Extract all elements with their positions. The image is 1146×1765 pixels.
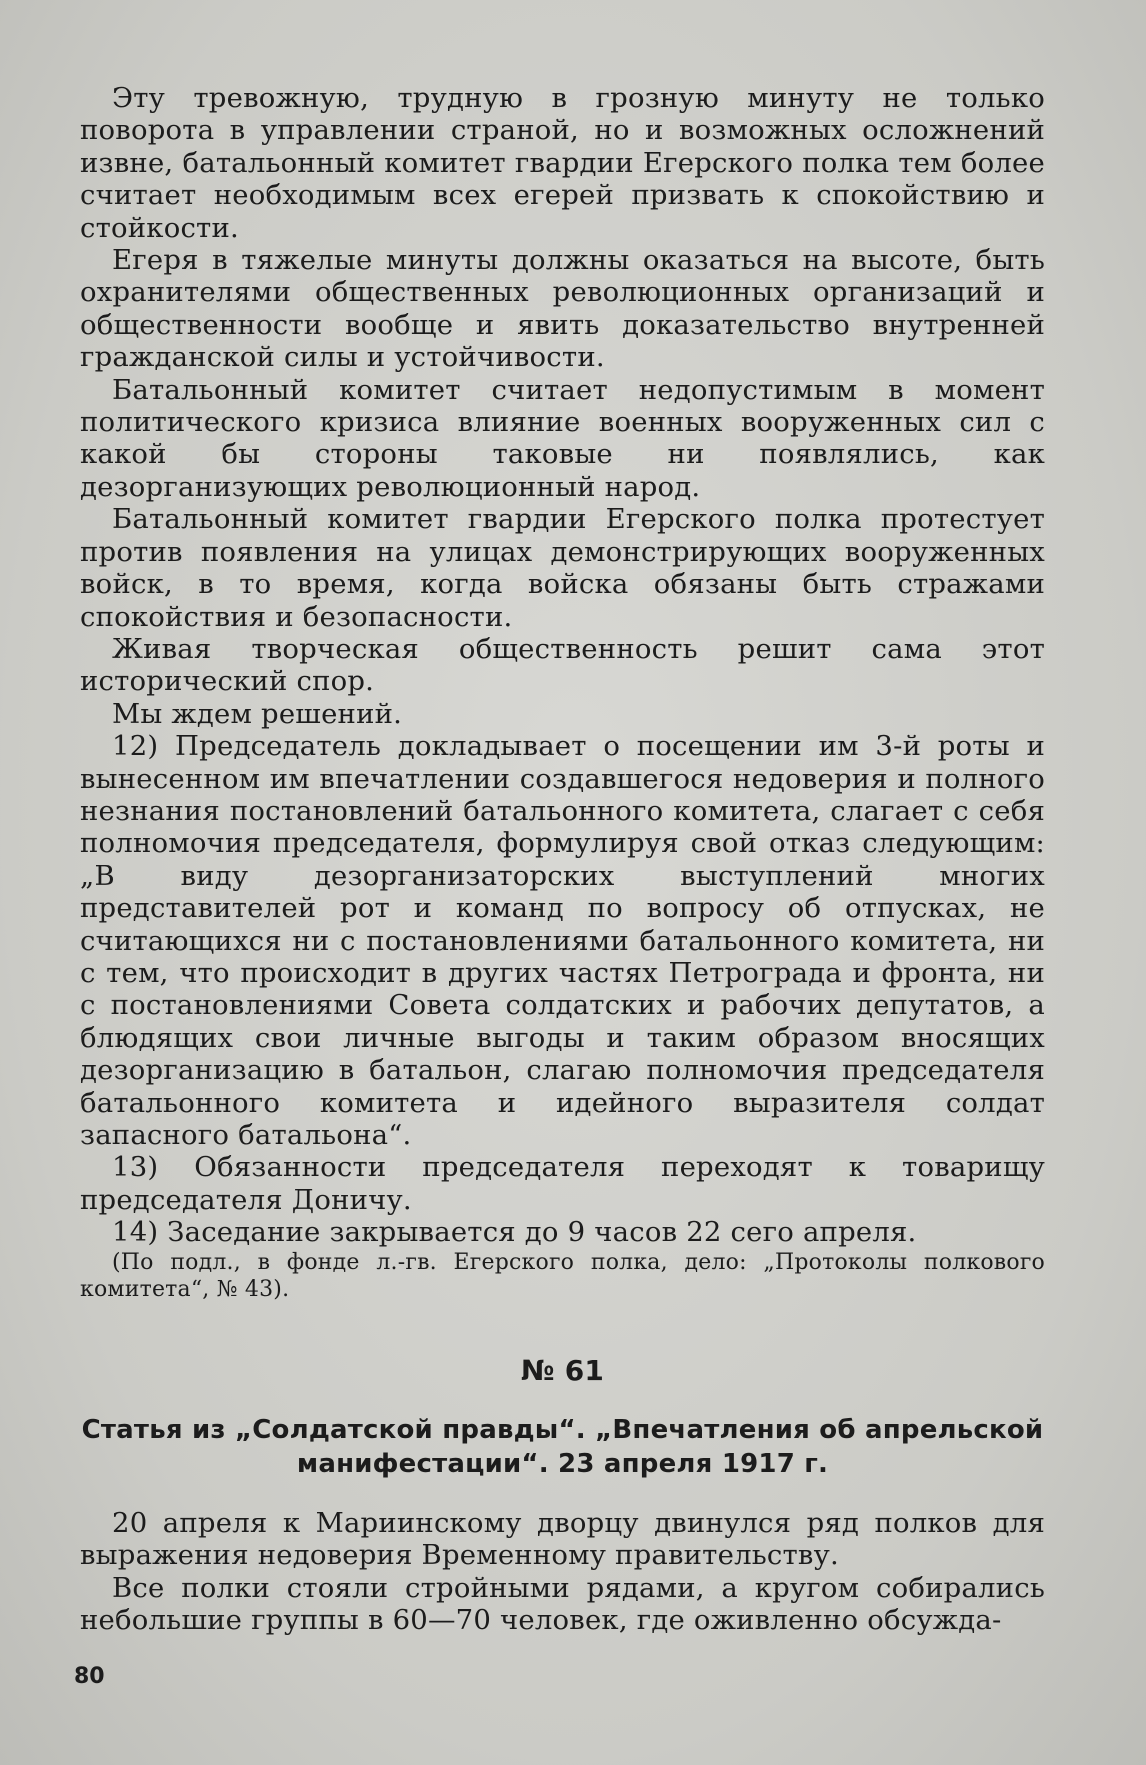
paragraph: Все полки стояли стройными рядами, а кругом собирались небольшие группы в 60—70 человек, где оживленно обсужда- [80, 1571, 1045, 1637]
paragraph: Батальонный комитет гвардии Егерского полка протестует против появления на улицах демонстрирующих вооруженных войск, в то время, когда войска обязаны быть стражами спокойствия и безопасности. [80, 503, 1045, 633]
paragraph: 13) Обязанности председателя переходят к товарищу председателя Доничу. [80, 1151, 1045, 1216]
paragraph: 20 апреля к Мариинскому дворцу двинулся ряд полков для выражения недоверия Временному правительству. [80, 1507, 1045, 1572]
paragraph: Живая творческая общественность решит сама этот исторический спор. [80, 632, 1045, 698]
paragraph: Егеря в тяжелые минуты должны оказаться на высоте, быть охранителями общественных революционных организаций и общественности вообще и явить доказательство внутренней гражданской силы и устойчивости. [80, 244, 1045, 374]
paragraph: Эту тревожную, трудную в грозную минуту не только поворота в управлении страной, но и возможных осложнений извне, батальонный комитет гвардии Егерского полка тем более считает необходимым всех егерей призвать к спокойствию и стойкости. [80, 82, 1045, 244]
paragraph: 14) Заседание закрывается до 9 часов 22 сего апреля. [112, 1216, 917, 1249]
paragraph: Батальонный комитет считает недопустимым в момент политического кризиса влияние военных вооруженных сил с какой бы стороны таковые ни появлялись, как дезорганизующих революционный народ. [80, 373, 1045, 503]
document-number: № 61 [520, 1353, 605, 1387]
document-title: Статья из „Солдатской правды“. „Впечатления об апрельской манифестации“. 23 апреля 1917 г. [81, 1415, 1044, 1480]
paragraph: 12) Председатель докладывает о посещении им 3-й роты и вынесенном им впечатлении создавшегося недоверия и полного незнания постановлений батальонного комитета, слагает с себя полномочия председателя, формулируя свой отказ следующим: „В виду дезорганизаторских выступлений многих представителей рот и команд по вопросу об отпусках, не считающихся ни с постановлениями батальонного комитета, ни с тем, что происходит в других частях Петрограда и фронта, ни с постановлениями Совета солдатских и рабочих депутатов, а блюдящих свои личные выгоды и таким образом вносящих дезорганизацию в батальон, слагаю полномочия председателя батальонного комитета и идейного выразителя солдат запасного батальона“. [80, 730, 1045, 1151]
paragraph: Мы ждем решений. [112, 697, 403, 730]
page-number: 80 [74, 1664, 105, 1689]
page-body [80, 82, 1045, 1637]
source-note: (По подл., в фонде л.-гв. Егерского полка, дело: „Протоколы полкового комитета“, № 43). [80, 1249, 1045, 1302]
